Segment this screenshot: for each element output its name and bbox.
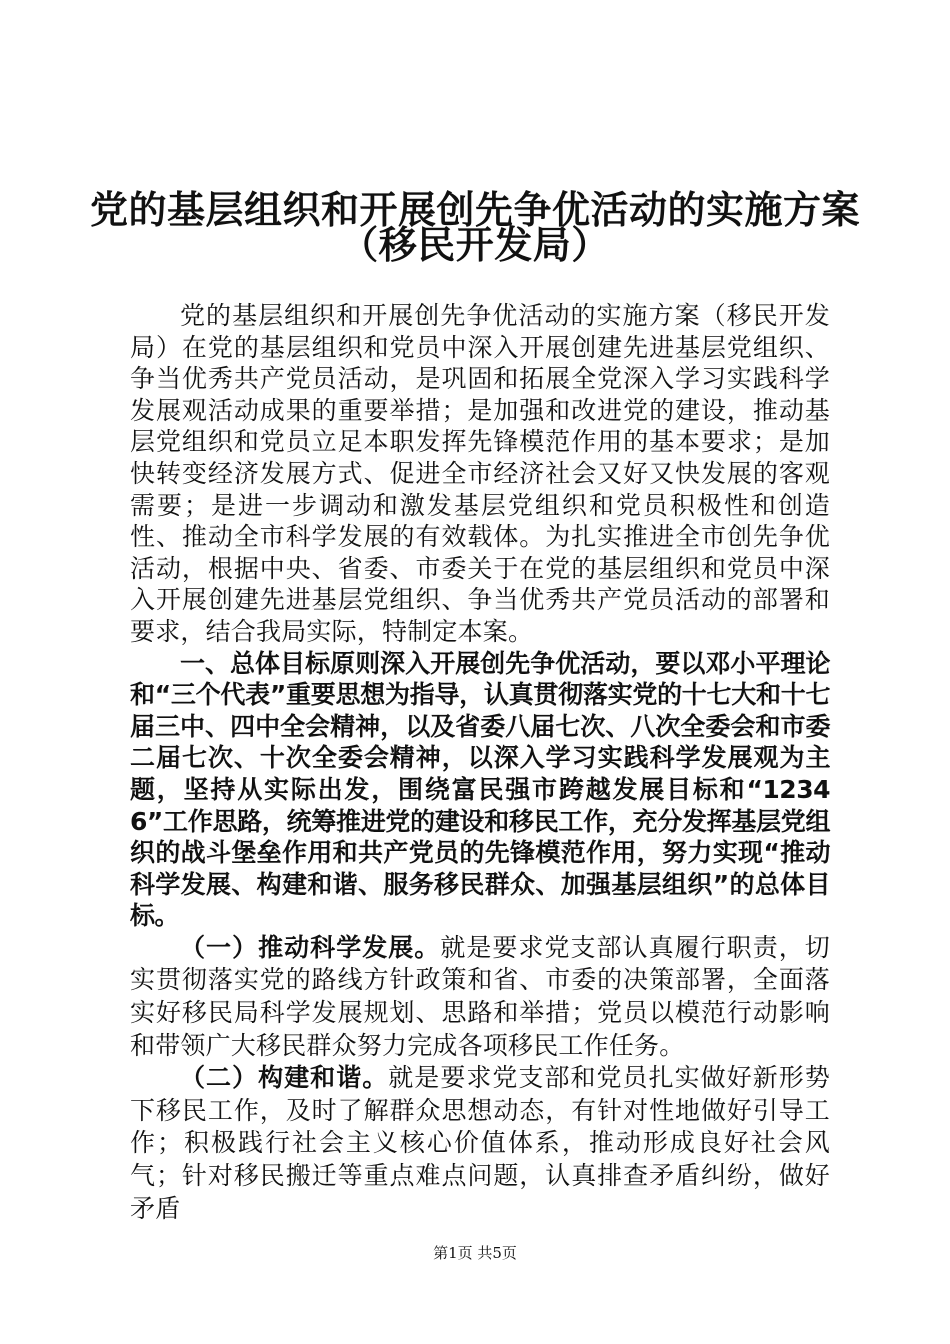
item-one-text: 就是要求党支部认真履行职责，切实贯彻落实党的路线方针政策和省、市委的决策部署，全面落实好移民局科学发展规划、思路和举措；党员以模范行动影响和带领广大移民群众努力完成各项移民工作任务。 <box>130 932 830 1060</box>
item-two-paragraph <box>130 1062 830 1225</box>
intro-paragraph: 党的基层组织和开展创先争优活动的实施方案（移民开发局）在党的基层组织和党员中深入开展创建先进基层党组织、争当优秀共产党员活动，是巩固和拓展全党深入学习实践科学发展观活动成果的重要举措；是加强和改进党的建设，推动基层党组织和党员立足本职发挥先锋模范作用的基本要求；是加快转变经济发展方式、促进全市经济社会又好又快发展的客观需要；是进一步调动和激发基层党组织和党员积极性和创造性、推动全市科学发展的有效载体。为扎实推进全市创先争优活动，根据中央、省委、市委关于在党的基层组织和党员中深入开展创建先进基层党组织、争当优秀共产党员活动的部署和要求，结合我局实际，特制定本案。 <box>130 301 830 646</box>
item-one-paragraph <box>130 932 830 1062</box>
item-two-heading: （二）构建和谐。 <box>180 1063 389 1093</box>
document-subtitle: （移民开发局） <box>340 223 610 267</box>
item-one-heading: （一）推动科学发展。 <box>180 932 441 962</box>
section-one-paragraph: 一、总体目标原则深入开展创先争优活动，要以邓小平理论和“三个代表”重要思想为指导，认真贯彻落实党的十七大和十七届三中、四中全会精神，以及省委八届七次、八次全委会和市委二届七次、十次全委会精神，以深入学习实践科学发展观为主题，坚持从实际出发，围绕富民强市跨越发展目标和“12346”工作思路，统筹推进党的建设和移民工作，充分发挥基层党组织的战斗堡垒作用和共产党员的先锋模范作用，努力实现“推动科学发展、构建和谐、服务移民群众、加强基层组织”的总体目标。 <box>130 648 830 931</box>
document-title: 党的基层组织和开展创先争优活动的实施方案 <box>89 188 860 232</box>
page-number: 第1页 共5页 <box>433 1244 517 1262</box>
document-body <box>130 300 830 1225</box>
item-two-text: 就是要求党支部和党员扎实做好新形势下移民工作，及时了解群众思想动态，有针对性地做好引导工作；积极践行社会主义核心价值体系，推动形成良好社会风气；针对移民搬迁等重点难点问题，认真排查矛盾纠纷，做好矛盾 <box>130 1063 830 1223</box>
